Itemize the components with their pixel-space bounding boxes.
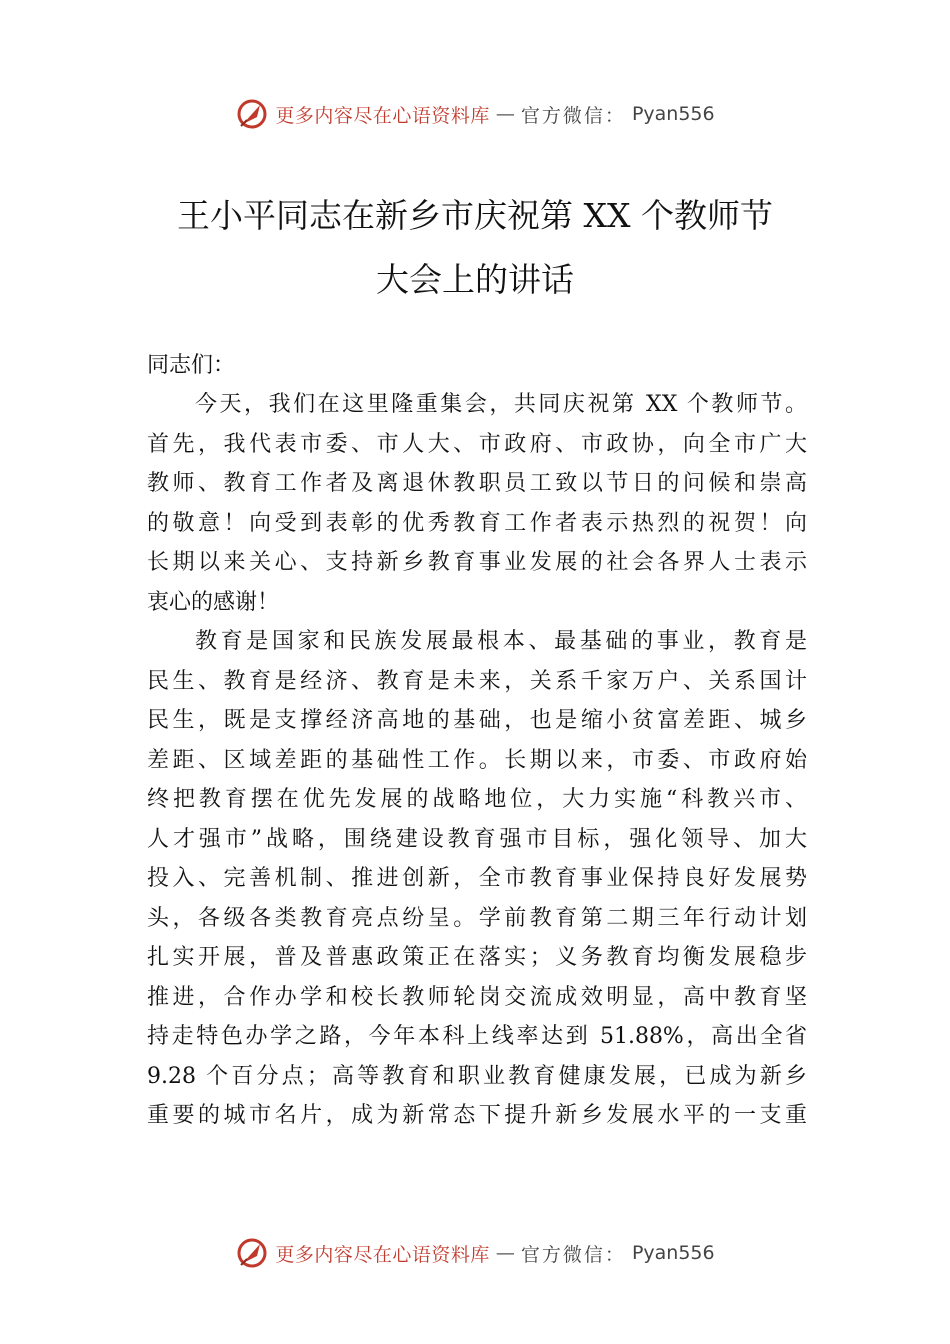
- header-banner: [0, 94, 950, 134]
- footer-banner: [0, 1233, 950, 1273]
- body-line: 推进，合作办学和校长教师轮岗交流成效明显，高中教育坚: [147, 984, 807, 1010]
- body-line: 重要的城市名片，成为新常态下提升新乡发展水平的一支重: [147, 1103, 807, 1128]
- body-line: 9.28 个百分点；高等教育和职业教育健康发展，已成为新乡: [147, 1063, 807, 1089]
- quill-logo-icon: [235, 97, 269, 131]
- document-body: [147, 385, 807, 1136]
- body-line: 人才强市”战略，围绕建设教育强市目标，强化领导、加大: [147, 826, 807, 852]
- banner-wechat-id: Pyan556: [631, 1242, 715, 1264]
- body-line: 民生、教育是经济、教育是未来，关系千家万户、关系国计: [147, 668, 807, 694]
- body-line: 衷心的感谢！: [147, 589, 280, 615]
- banner-wechat-id: Pyan556: [631, 103, 715, 125]
- body-line: 长期以来关心、支持新乡教育事业发展的社会各界人士表示: [147, 550, 807, 575]
- body-line: 差距、区域差距的基础性工作。长期以来，市委、市政府始: [147, 747, 807, 773]
- quill-logo-icon: [235, 1236, 269, 1270]
- body-line: 终把教育摆在优先发展的战略地位，大力实施“科教兴市、: [147, 787, 807, 812]
- body-line: 持走特色办学之路，今年本科上线率达到 51.88%，高出全省: [147, 1024, 807, 1049]
- body-line: 民生，既是支撑经济高地的基础，也是缩小贫富差距、城乡: [147, 708, 807, 733]
- banner-brand-text: 更多内容尽在心语资料库: [275, 1243, 490, 1266]
- body-line: 头，各级各类教育亮点纷呈。学前教育第二期三年行动计划: [147, 905, 807, 931]
- body-line: 扎实开展，普及普惠政策正在落实；义务教育均衡发展稳步: [147, 945, 807, 970]
- banner-wechat-label: 官方微信：: [520, 1243, 626, 1266]
- banner-separator: —: [495, 1242, 515, 1264]
- title-line-2: 大会上的讲话: [376, 260, 574, 299]
- body-line: 教师、教育工作者及离退休教职员工致以节日的问候和崇高: [147, 471, 807, 496]
- banner-separator: —: [495, 103, 515, 125]
- body-line: 教育是国家和民族发展最根本、最基础的事业，教育是: [195, 629, 807, 654]
- banner-brand-text: 更多内容尽在心语资料库: [275, 104, 490, 127]
- document-title: [100, 184, 850, 312]
- title-line-1: 王小平同志在新乡市庆祝第 XX 个教师节: [177, 196, 773, 235]
- body-line: 今天，我们在这里隆重集会，共同庆祝第 XX 个教师节。: [195, 392, 807, 417]
- banner-wechat-label: 官方微信：: [520, 104, 626, 127]
- body-line: 首先，我代表市委、市人大、市政府、市政协，向全市广大: [147, 431, 807, 457]
- salutation: 同志们：: [147, 353, 236, 378]
- body-line: 投入、完善机制、推进创新，全市教育事业保持良好发展势: [147, 866, 807, 891]
- body-line: 的敬意！向受到表彰的优秀教育工作者表示热烈的祝贺！向: [147, 510, 807, 536]
